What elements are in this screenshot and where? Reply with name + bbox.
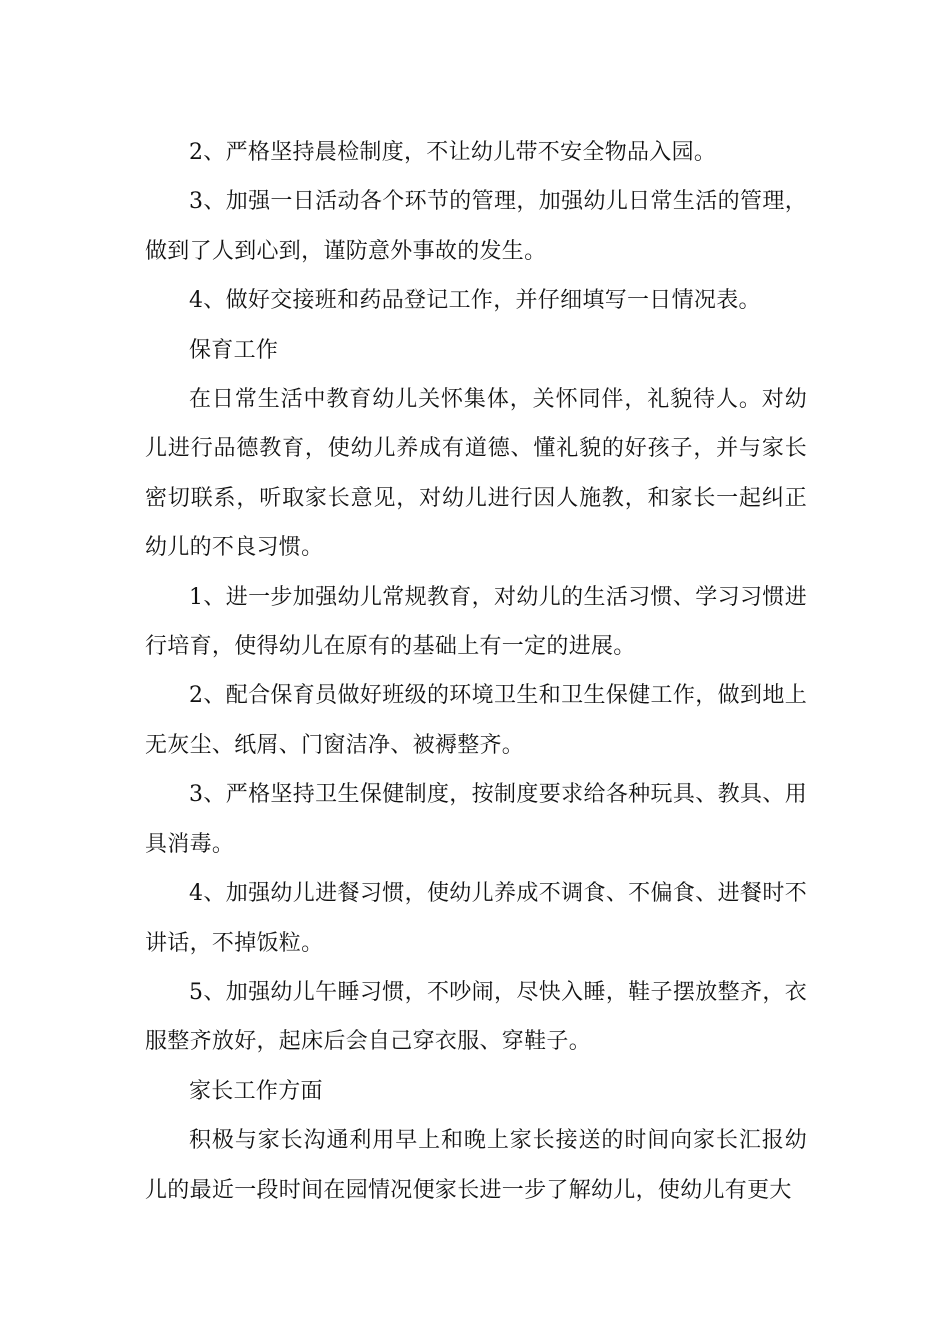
- paragraph-nap-habits: 5、加强幼儿午睡习惯，不吵闹，尽快入睡，鞋子摆放整齐，衣服整齐放好，起床后会自己穿衣服、穿鞋子。: [145, 979, 807, 1055]
- paragraph-morning-check: 2、严格坚持晨检制度，不让幼儿带不安全物品入园。: [189, 140, 717, 165]
- paragraph-routine-education: 1、进一步加强幼儿常规教育，对幼儿的生活习惯、学习习惯进行培育，使得幼儿在原有的基础上有一定的进展。: [145, 584, 807, 660]
- paragraph-hygiene-work: 2、配合保育员做好班级的环境卫生和卫生保健工作，做到地上无灰尘、纸屑、门窗洁净、被褥整齐。: [145, 683, 807, 758]
- paragraph-parent-communication: 积极与家长沟通利用早上和晚上家长接送的时间向家长汇报幼儿的最近一段时间在园情况便家长进一步了解幼儿，使幼儿有更大: [145, 1128, 807, 1203]
- paragraph-handover-record: 4、做好交接班和药品登记工作，并仔细填写一日情况表。: [189, 288, 761, 314]
- section-heading-care-work: 保育工作: [189, 337, 279, 363]
- paragraph-moral-education: 在日常生活中教育幼儿关怀集体，关怀同伴，礼貌待人。对幼儿进行品德教育，使幼儿养成有道德、懂礼貌的好孩子，并与家长密切联系，听取家长意见，对幼儿进行因人施教，和家长一起纠正幼儿的不良习惯。: [145, 387, 807, 561]
- paragraph-daily-management: 3、加强一日活动各个环节的管理，加强幼儿日常生活的管理，做到了人到心到，谨防意外事故的发生。: [145, 189, 807, 264]
- paragraph-disinfection: 3、严格坚持卫生保健制度，按制度要求给各种玩具、教具、用具消毒。: [145, 782, 807, 857]
- document-body: [145, 128, 807, 1215]
- paragraph-eating-habits: 4、加强幼儿进餐习惯，使幼儿养成不调食、不偏食、进餐时不讲话，不掉饭粒。: [145, 881, 807, 956]
- section-heading-parent-work: 家长工作方面: [189, 1078, 323, 1104]
